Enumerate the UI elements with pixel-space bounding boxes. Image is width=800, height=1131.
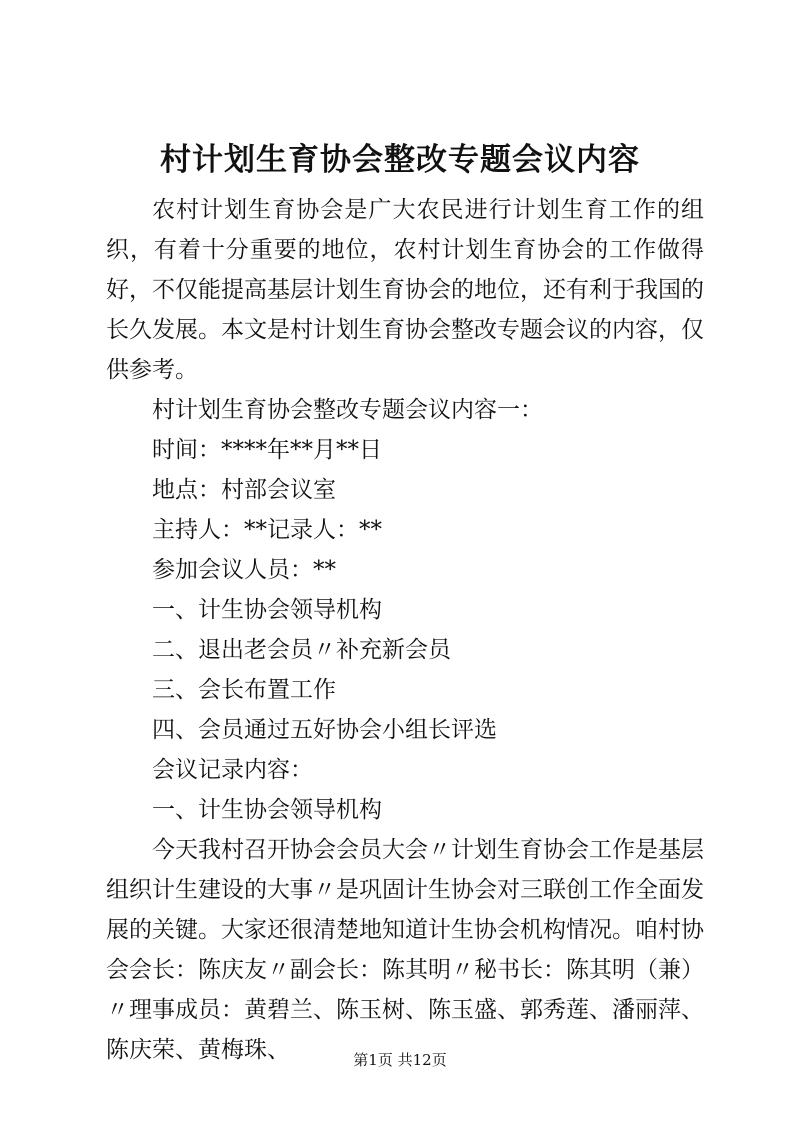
document-title: 村计划生育协会整改专题会议内容 <box>160 142 640 178</box>
section-heading-1: 村计划生育协会整改专题会议内容一： <box>152 397 543 423</box>
minutes-paragraph: 今天我村召开协会会员大会〃计划生育协会工作是基层组织计生建设的大事〃是巩固计生协会对三联创工作全面发展的关键。大家还很清楚地知道计生协会机构情况。咱村协会会长：陈庆友〃副会长：陈其明〃秘书长：陈其明（兼）〃理事成员：黄碧兰、陈玉树、陈玉盛、郭秀莲、潘丽萍、陈庆荣、黄梅珠、 <box>106 837 704 1063</box>
agenda-item-2: 二、退出老会员〃补充新会员 <box>152 637 451 663</box>
meeting-attendees: 参加会议人员：** <box>152 557 336 583</box>
meeting-time: 时间：****年**月**日 <box>152 437 382 463</box>
page-footer: 第1页 共12页 <box>353 1051 447 1069</box>
minutes-heading: 会议记录内容： <box>152 757 313 783</box>
agenda-item-4: 四、会员通过五好协会小组长评选 <box>152 717 497 743</box>
agenda-item-3: 三、会长布置工作 <box>152 677 336 703</box>
agenda-item-1: 一、计生协会领导机构 <box>152 597 382 623</box>
intro-paragraph: 农村计划生育协会是广大农民进行计划生育工作的组织，有着十分重要的地位，农村计划生育协会的工作做得好，不仅能提高基层计划生育协会的地位，还有利于我国的长久发展。本文是村计划生育协会整改专题会议的内容，仅供参考。 <box>106 197 704 383</box>
document-body <box>106 190 704 1070</box>
minutes-section-1: 一、计生协会领导机构 <box>152 797 382 823</box>
meeting-location: 地点：村部会议室 <box>152 477 336 503</box>
meeting-host-recorder: 主持人：**记录人：** <box>152 517 382 543</box>
